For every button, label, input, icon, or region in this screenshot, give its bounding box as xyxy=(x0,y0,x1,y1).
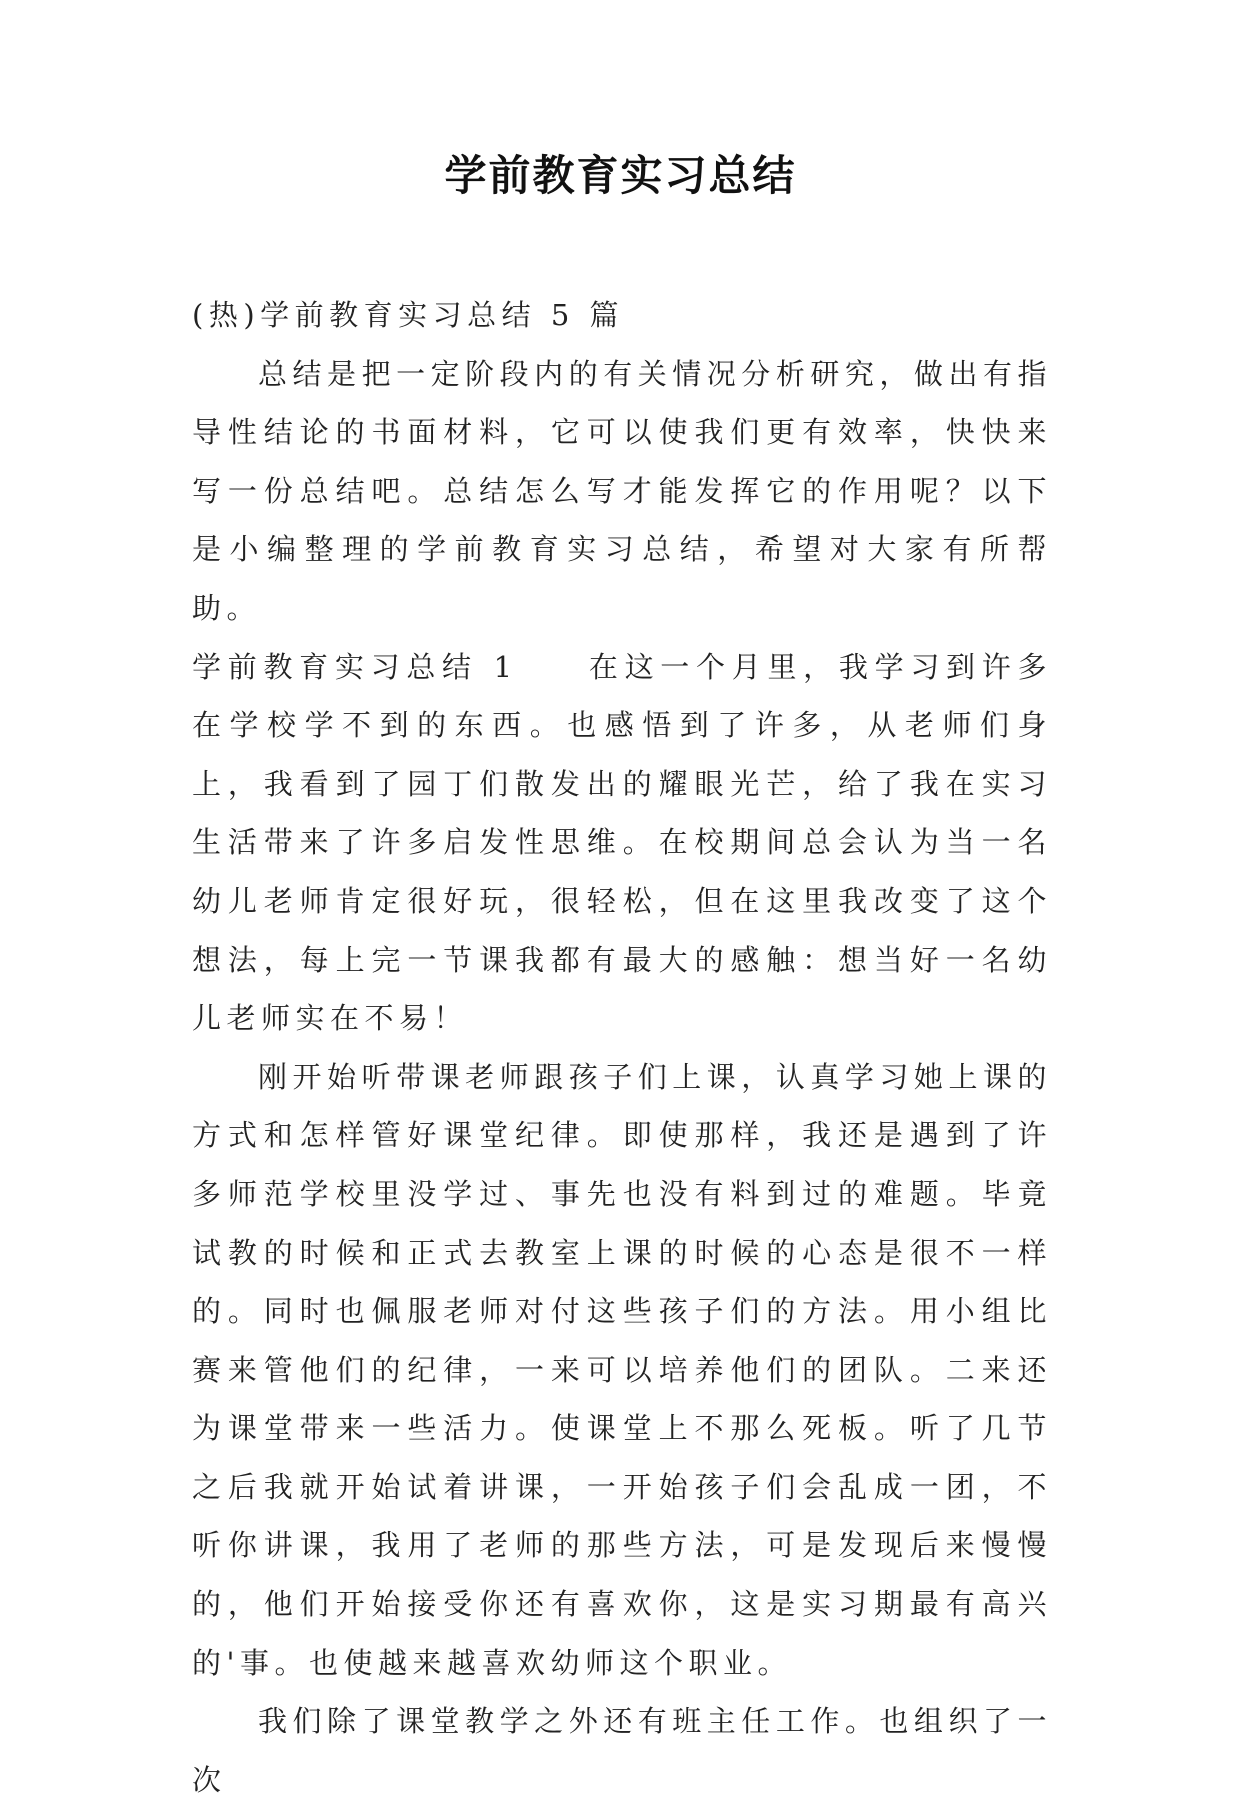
section-1-paragraph-1-text: 在这一个月里，我学习到许多在学校学不到的东西。也感悟到了许多，从老师们身上，我看到了园丁们散发出的耀眼光芒，给了我在实习生活带来了许多启发性思维。在校期间总会认为当一名幼儿老师肯定很好玩，很轻松，但在这里我改变了这个想法，每上完一节课我都有最大的感触：想当好一名幼儿老师实在不易！ xyxy=(192,649,1052,1036)
section-1-paragraph-3: 我们除了课堂教学之外还有班主任工作。也组织了一次 xyxy=(192,1704,1052,1797)
section-1-paragraph-2: 刚开始听带课老师跟孩子们上课，认真学习她上课的方式和怎样管好课堂纪律。即使那样，我还是遇到了许多师范学校里没学过、事先也没有料到过的难题。毕竟试教的时候和正式去教室上课的时候的心态是很不一样的。同时也佩服老师对付这些孩子们的方法。用小组比赛来管他们的纪律，一来可以培养他们的团队。二来还为课堂带来一些活力。使课堂上不那么死板。听了几节之后我就开始试着讲课，一开始孩子们会乱成一团，不听你讲课，我用了老师的那些方法，可是发现后来慢慢的，他们开始接受你还有喜欢你，这是实习期最有高兴的'事。也使越来越喜欢幼师这个职业。 xyxy=(192,1059,1052,1680)
section-1-first-paragraph xyxy=(192,638,1052,1048)
document-body xyxy=(192,286,1052,1809)
intro-paragraph: 总结是把一定阶段内的有关情况分析研究，做出有指导性结论的书面材料，它可以使我们更有效率，快快来写一份总结吧。总结怎么写才能发挥它的作用呢？以下是小编整理的学前教育实习总结，希望对大家有所帮助。 xyxy=(192,356,1052,625)
document-title: 学前教育实习总结 xyxy=(444,151,797,200)
document-subtitle: (热)学前教育实习总结 5 篇 xyxy=(192,298,625,332)
section-1-heading: 学前教育实习总结 1 xyxy=(192,649,518,684)
